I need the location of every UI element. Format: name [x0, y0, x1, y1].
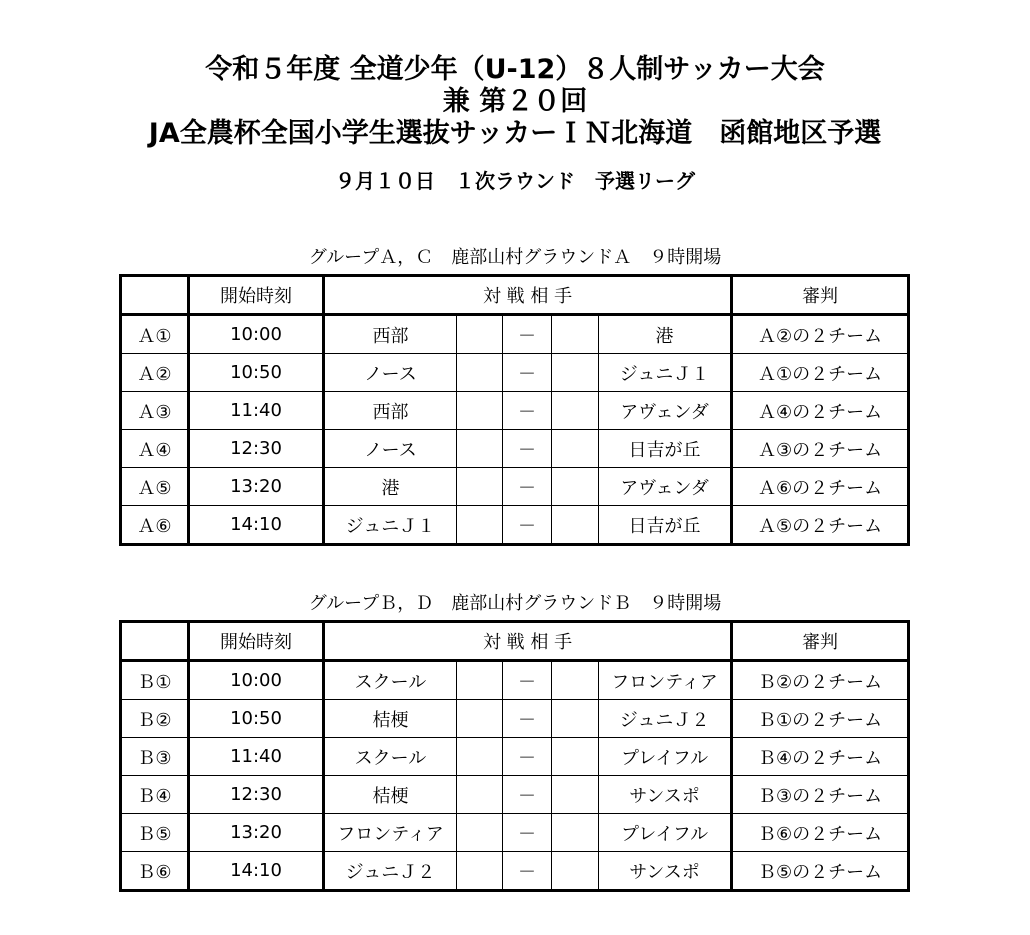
table-row	[121, 700, 909, 738]
table-row	[121, 506, 909, 545]
title-line-1: 令和５年度 全道少年（U-12）８人制サッカー大会	[205, 54, 825, 85]
home-team-cell: スクール	[324, 738, 457, 776]
home-score-cell	[457, 430, 503, 468]
date-line: ９月１０日 １次ラウンド 予選リーグ	[335, 169, 695, 193]
home-team-cell: 桔梗	[324, 776, 457, 814]
start-time-cell: 12:30	[189, 430, 324, 468]
home-score-cell	[457, 852, 503, 891]
start-time-cell: 11:40	[189, 738, 324, 776]
home-team-cell: 西部	[324, 315, 457, 354]
referee-cell: Ｂ①の２チーム	[732, 700, 909, 738]
start-time-cell: 10:50	[189, 354, 324, 392]
away-score-cell	[552, 852, 599, 891]
title-line-2: 兼 第２０回	[442, 86, 588, 117]
header-start-time: 開始時刻	[189, 622, 324, 661]
start-time-cell: 10:50	[189, 700, 324, 738]
header-blank-cell	[121, 276, 189, 315]
start-time-cell: 13:20	[189, 468, 324, 506]
away-score-cell	[552, 315, 599, 354]
match-id-cell: Ｂ⑤	[121, 814, 189, 852]
header-blank-cell	[121, 622, 189, 661]
away-team-cell: ジュニＪ１	[599, 354, 732, 392]
header-matchup: 対 戦 相 手	[324, 276, 732, 315]
referee-cell: Ｂ⑤の２チーム	[732, 852, 909, 891]
match-id-cell: Ｂ④	[121, 776, 189, 814]
title-line-3: JA全農杯全国小学生選抜サッカーＩＮ北海道 函館地区予選	[148, 118, 882, 149]
start-time-cell: 14:10	[189, 852, 324, 891]
home-score-cell	[457, 354, 503, 392]
home-score-cell	[457, 315, 503, 354]
home-team-cell: ジュニＪ１	[324, 506, 457, 545]
away-score-cell	[552, 814, 599, 852]
referee-cell: Ａ③の２チーム	[732, 430, 909, 468]
match-id-cell: Ｂ⑥	[121, 852, 189, 891]
home-team-cell: 桔梗	[324, 700, 457, 738]
home-score-cell	[457, 700, 503, 738]
away-score-cell	[552, 430, 599, 468]
start-time-cell: 14:10	[189, 506, 324, 545]
match-id-cell: Ａ④	[121, 430, 189, 468]
table-row	[121, 661, 909, 700]
away-score-cell	[552, 354, 599, 392]
group-a-schedule-table	[119, 274, 910, 546]
home-score-cell	[457, 506, 503, 545]
referee-cell: Ａ①の２チーム	[732, 354, 909, 392]
versus-dash-cell: －	[503, 852, 552, 891]
table-row	[121, 814, 909, 852]
start-time-cell: 10:00	[189, 661, 324, 700]
group-b-schedule-table	[119, 620, 910, 892]
away-team-cell: 日吉が丘	[599, 430, 732, 468]
table-row	[121, 315, 909, 354]
away-team-cell: プレイフル	[599, 738, 732, 776]
start-time-cell: 13:20	[189, 814, 324, 852]
table-row	[121, 430, 909, 468]
table-row	[121, 738, 909, 776]
match-id-cell: Ａ①	[121, 315, 189, 354]
away-team-cell: 港	[599, 315, 732, 354]
home-team-cell: ジュニＪ２	[324, 852, 457, 891]
versus-dash-cell: －	[503, 776, 552, 814]
away-score-cell	[552, 661, 599, 700]
away-team-cell: サンスポ	[599, 776, 732, 814]
home-score-cell	[457, 738, 503, 776]
away-score-cell	[552, 392, 599, 430]
home-score-cell	[457, 814, 503, 852]
start-time-cell: 11:40	[189, 392, 324, 430]
away-score-cell	[552, 506, 599, 545]
referee-cell: Ａ⑤の２チーム	[732, 506, 909, 545]
group-b-title: グループＢ，Ｄ 鹿部山村グラウンドＢ ９時開場	[308, 593, 722, 614]
away-score-cell	[552, 738, 599, 776]
match-id-cell: Ｂ①	[121, 661, 189, 700]
home-score-cell	[457, 392, 503, 430]
away-team-cell: フロンティア	[599, 661, 732, 700]
home-team-cell: 港	[324, 468, 457, 506]
versus-dash-cell: －	[503, 814, 552, 852]
group-a-title: グループＡ，Ｃ 鹿部山村グラウンドＡ ９時開場	[308, 247, 722, 268]
versus-dash-cell: －	[503, 354, 552, 392]
match-id-cell: Ａ⑥	[121, 506, 189, 545]
match-id-cell: Ａ②	[121, 354, 189, 392]
away-team-cell: アヴェンダ	[599, 392, 732, 430]
header-start-time: 開始時刻	[189, 276, 324, 315]
start-time-cell: 12:30	[189, 776, 324, 814]
away-score-cell	[552, 700, 599, 738]
home-team-cell: ノース	[324, 430, 457, 468]
home-score-cell	[457, 661, 503, 700]
header-referee: 審判	[732, 622, 909, 661]
referee-cell: Ｂ③の２チーム	[732, 776, 909, 814]
away-score-cell	[552, 776, 599, 814]
match-id-cell: Ｂ②	[121, 700, 189, 738]
home-score-cell	[457, 776, 503, 814]
home-team-cell: 西部	[324, 392, 457, 430]
table-row	[121, 852, 909, 891]
versus-dash-cell: －	[503, 315, 552, 354]
header-referee: 審判	[732, 276, 909, 315]
referee-cell: Ｂ②の２チーム	[732, 661, 909, 700]
away-team-cell: アヴェンダ	[599, 468, 732, 506]
away-score-cell	[552, 468, 599, 506]
referee-cell: Ａ④の２チーム	[732, 392, 909, 430]
table-row	[121, 776, 909, 814]
away-team-cell: プレイフル	[599, 814, 732, 852]
away-team-cell: ジュニＪ２	[599, 700, 732, 738]
versus-dash-cell: －	[503, 506, 552, 545]
home-team-cell: ノース	[324, 354, 457, 392]
start-time-cell: 10:00	[189, 315, 324, 354]
match-id-cell: Ｂ③	[121, 738, 189, 776]
versus-dash-cell: －	[503, 738, 552, 776]
match-id-cell: Ａ⑤	[121, 468, 189, 506]
home-team-cell: スクール	[324, 661, 457, 700]
referee-cell: Ｂ⑥の２チーム	[732, 814, 909, 852]
match-id-cell: Ａ③	[121, 392, 189, 430]
table-row	[121, 468, 909, 506]
table-header-row	[121, 622, 909, 661]
referee-cell: Ａ②の２チーム	[732, 315, 909, 354]
away-team-cell: 日吉が丘	[599, 506, 732, 545]
home-score-cell	[457, 468, 503, 506]
versus-dash-cell: －	[503, 430, 552, 468]
table-row	[121, 392, 909, 430]
versus-dash-cell: －	[503, 392, 552, 430]
referee-cell: Ａ⑥の２チーム	[732, 468, 909, 506]
header-matchup: 対 戦 相 手	[324, 622, 732, 661]
table-row	[121, 354, 909, 392]
versus-dash-cell: －	[503, 700, 552, 738]
versus-dash-cell: －	[503, 661, 552, 700]
away-team-cell: サンスポ	[599, 852, 732, 891]
versus-dash-cell: －	[503, 468, 552, 506]
referee-cell: Ｂ④の２チーム	[732, 738, 909, 776]
home-team-cell: フロンティア	[324, 814, 457, 852]
table-header-row	[121, 276, 909, 315]
